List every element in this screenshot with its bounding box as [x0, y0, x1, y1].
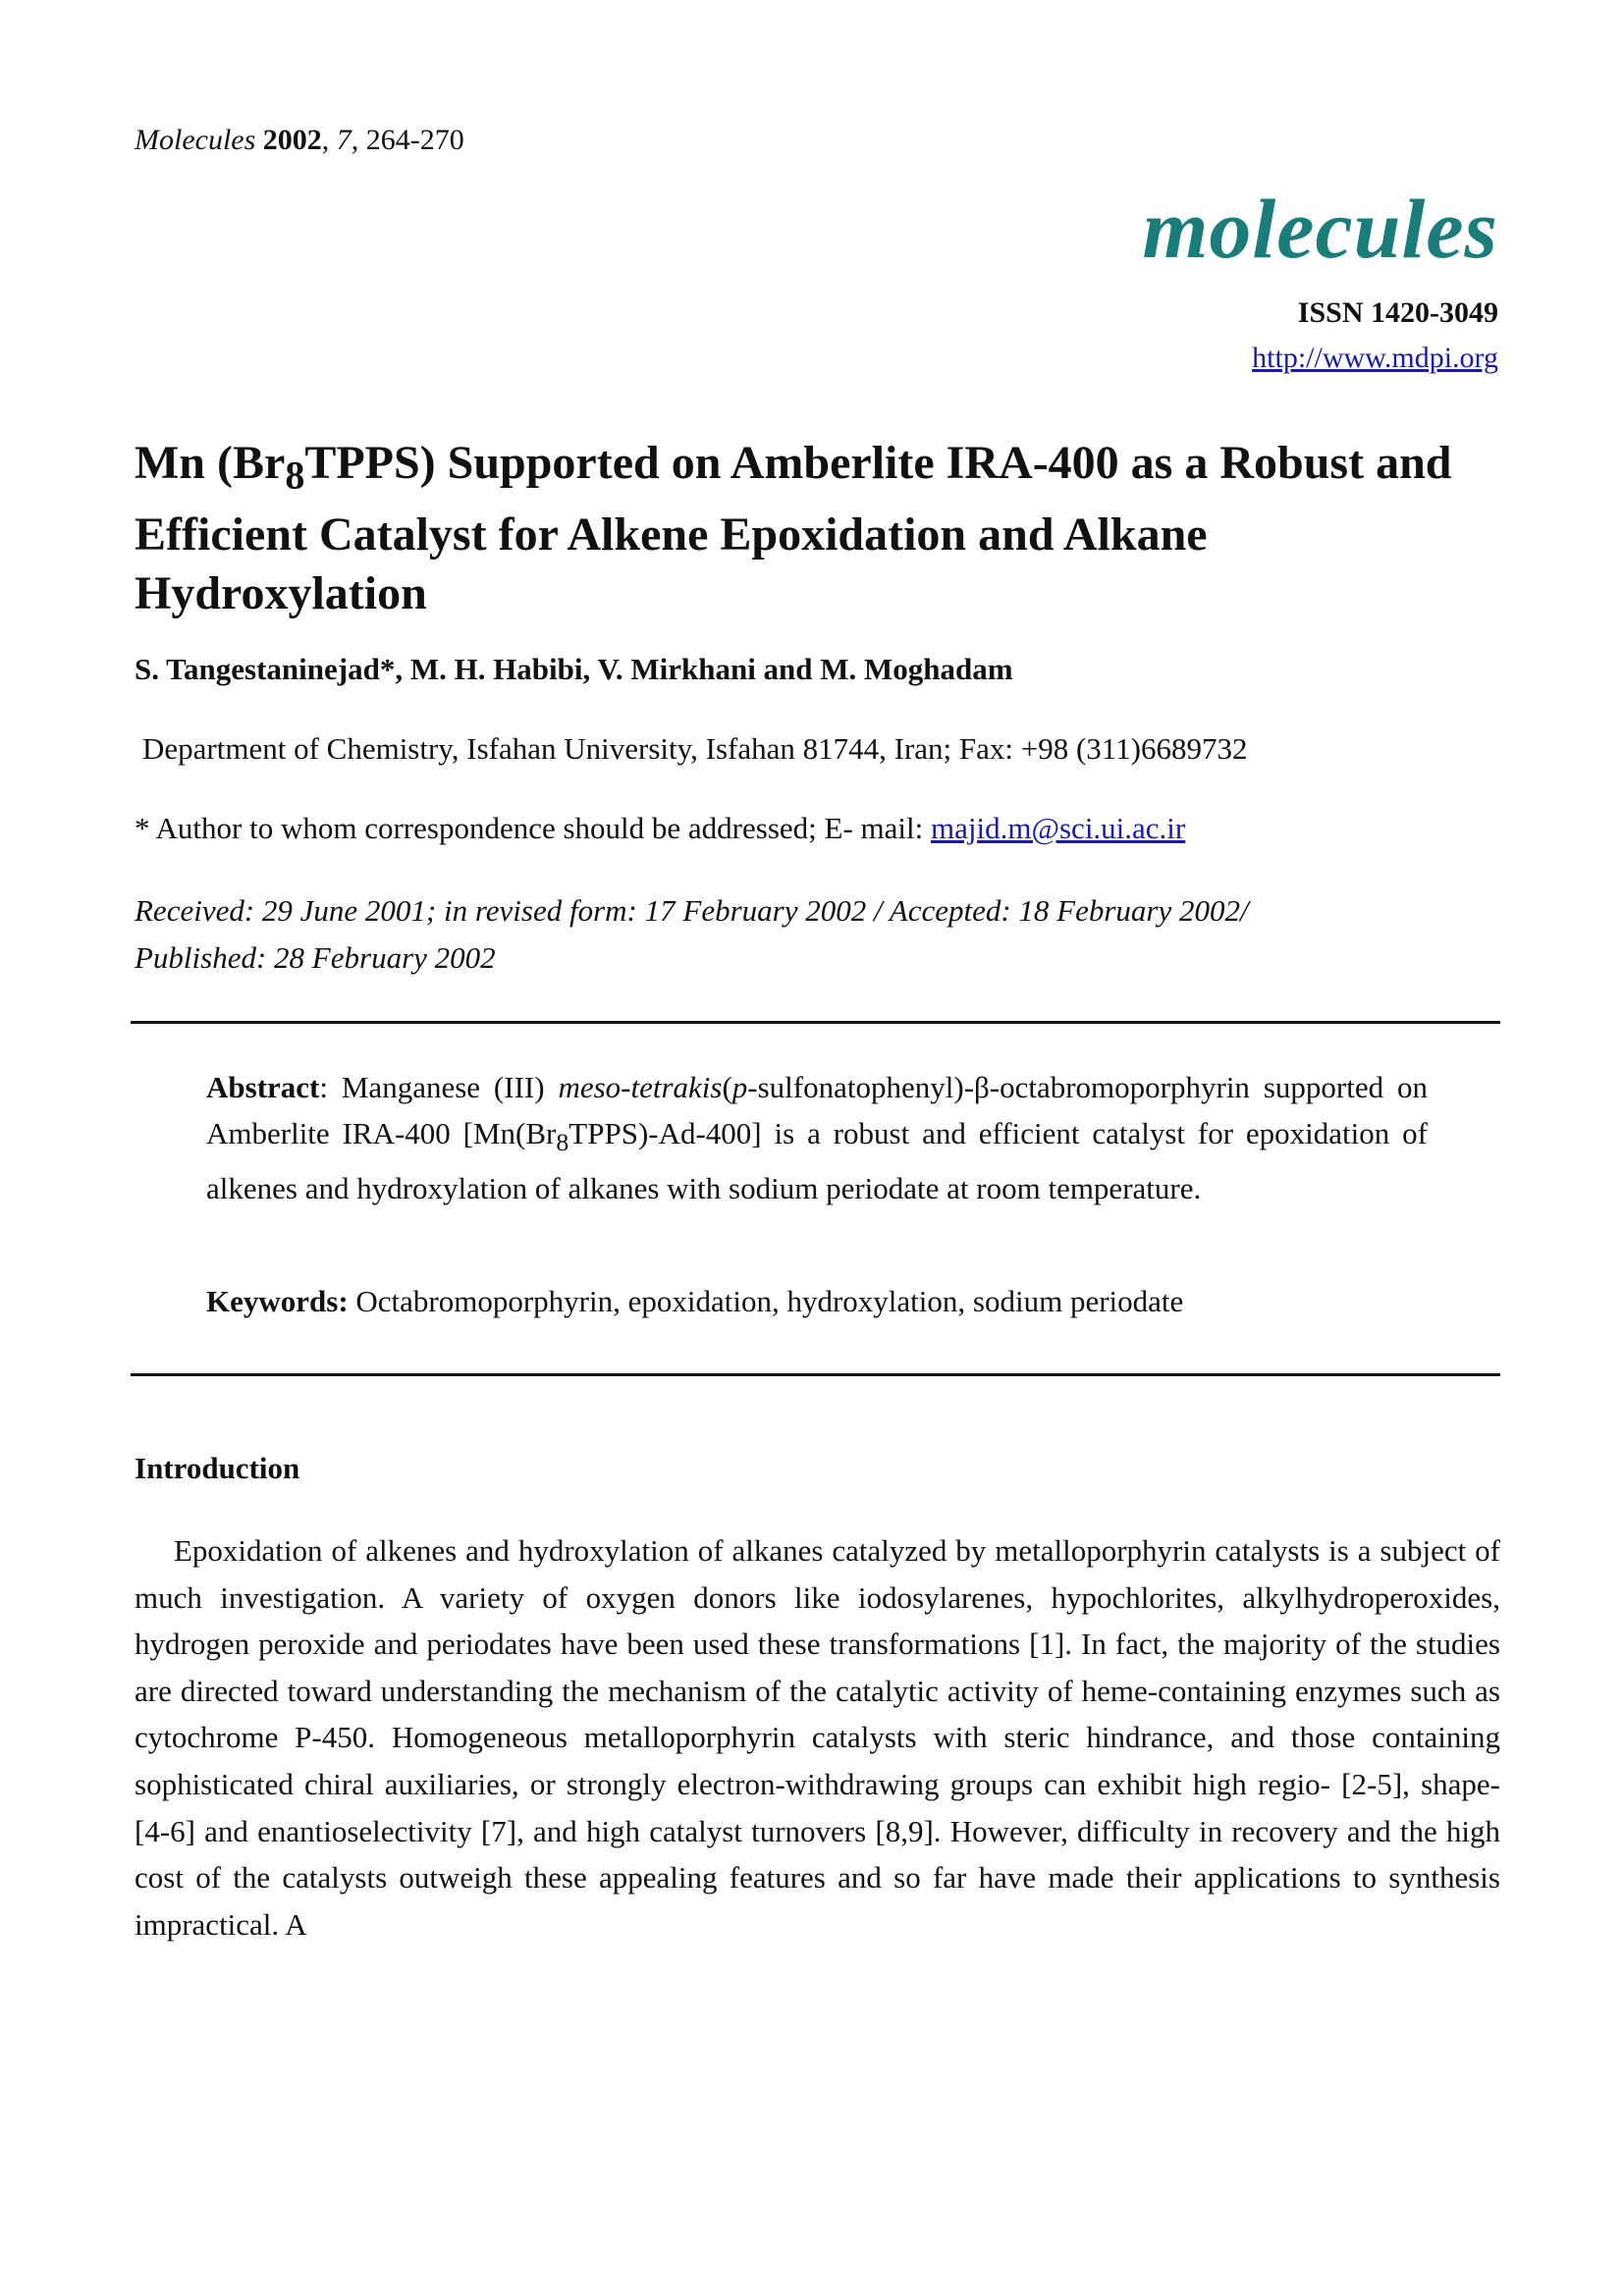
dates-line-2: Published: 28 February 2002	[135, 940, 496, 975]
citation-pages: 264-270	[365, 124, 464, 156]
keywords-text: Octabromoporphyrin, epoxidation, hydroxylation, sodium periodate	[348, 1284, 1184, 1318]
correspondence	[135, 811, 1185, 846]
abstract-text-2: (	[722, 1070, 732, 1104]
title-subscript: 8	[285, 453, 305, 498]
abstract-subscript: 8	[556, 1128, 569, 1157]
abstract-text-1: : Manganese (III)	[319, 1070, 559, 1104]
correspondence-text: * Author to whom correspondence should be addressed; E- mail:	[135, 811, 931, 845]
keywords-label: Keywords:	[206, 1284, 349, 1318]
section-heading-introduction: Introduction	[135, 1451, 300, 1485]
authors: S. Tangestaninejad*, M. H. Habibi, V. Mirkhani and M. Moghadam	[135, 652, 1013, 686]
abstract-text-4: TPPS)-Ad-400] is a robust and efficient catalyst for epoxidation of alkenes and hydroxylation of alkanes with sodium periodate at room temperature.	[206, 1116, 1428, 1206]
paper-title	[135, 434, 1509, 623]
introduction-body: Epoxidation of alkenes and hydroxylation of alkanes catalyzed by metalloporphyrin catalysts is a subject of much investigation. A variety of oxygen donors like iodosylarenes, hypochlorites, alkylhydroperoxides, hydrogen peroxide and periodates have been used these transformations [1]. In fact, the majority of the studies are directed toward understanding the mechanism of the catalytic activity of heme-containing enzymes such as cytochrome P-450. Homogeneous metalloporphyrin catalysts with steric hindrance, and those containing sophisticated chiral auxiliaries, or strongly electron-withdrawing groups can exhibit high regio- [2-5], shape- [4-6] and enantioselectivity [7], and high catalyst turnovers [8,9]. However, difficulty in recovery and the high cost of the catalysts outweigh these appealing features and so far have made their applications to synthesis impractical. A	[135, 1533, 1500, 1942]
abstract-meso: meso-tetrakis	[558, 1070, 723, 1104]
abstract-para: p	[731, 1070, 748, 1104]
affiliation: Department of Chemistry, Isfahan University, Isfahan 81744, Iran; Fax: +98 (311)6689732	[142, 731, 1248, 766]
title-part-1: Mn (Br	[135, 437, 286, 489]
dates	[135, 887, 1411, 982]
divider-top	[131, 1021, 1500, 1024]
title-part-2: TPPS) Supported on Amberlite IRA-400 as a Robust and Efficient Catalyst for Alkene Epoxidation and Alkane Hydroxylation	[135, 437, 1452, 619]
issn: ISSN 1420-3049	[1297, 296, 1498, 329]
divider-bottom	[131, 1373, 1500, 1376]
journal-logo: molecules	[1142, 182, 1498, 276]
citation: Molecules 2002, 7, 264-270	[135, 124, 464, 156]
email-link[interactable]: majid.m@sci.ui.ac.ir	[930, 811, 1186, 845]
publisher-link[interactable]: http://www.mdpi.org	[1252, 342, 1498, 374]
citation-year: 2002	[262, 124, 322, 156]
abstract-label: Abstract	[206, 1070, 320, 1104]
abstract	[206, 1064, 1428, 1211]
dates-line-1: Received: 29 June 2001; in revised form: 17 February 2002 / Accepted: 18 February 2002/	[135, 893, 1249, 928]
keywords	[206, 1284, 1183, 1319]
citation-journal: Molecules	[135, 124, 256, 156]
abstract-text-3: -sulfonatophenyl)-β-octabromoporphyrin supported on Amberlite IRA-400 [Mn(Br	[206, 1070, 1428, 1150]
citation-volume: 7	[336, 124, 352, 156]
